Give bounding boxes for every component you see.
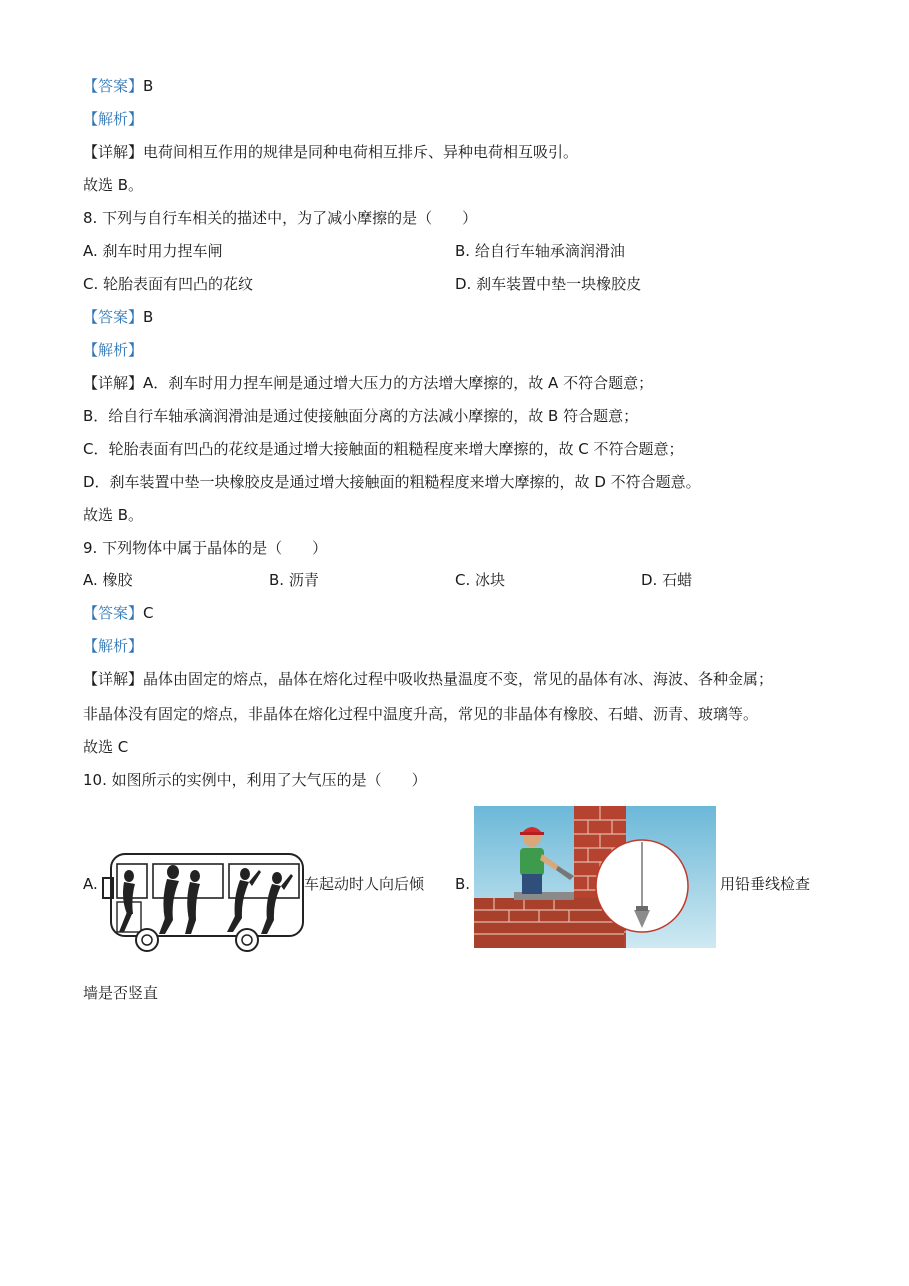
q7-conclusion: 故选 B。 <box>83 176 144 194</box>
answer-value: B <box>143 77 154 95</box>
q9-option-d: D. 石蜡 <box>641 571 693 589</box>
q8-option-d: D. 刹车装置中垫一块橡胶皮 <box>455 275 642 293</box>
q8-analysis-tag: 【解析】 <box>83 341 144 359</box>
q7-detail <box>83 142 578 162</box>
q7-answer <box>83 76 153 96</box>
q8-option-a: A. 刹车时用力捏车闸 <box>83 242 223 260</box>
q9-detail-2: 非晶体没有固定的熔点，非晶体在熔化过程中温度升高，常见的非晶体有橡胶、石蜡、沥青、玻璃等。 <box>83 705 759 723</box>
detail-text: 晶体由固定的熔点，晶体在熔化过程中吸收热量温度不变，常见的晶体有冰、海波、各种金属； <box>143 670 774 688</box>
answer-value: C <box>143 604 154 622</box>
q8-detail-4: D．刹车装置中垫一块橡胶皮是通过增大接触面的粗糙程度来增大摩擦的，故 D 不符合题意。 <box>83 473 701 491</box>
detail-text: 电荷间相互作用的规律是同种电荷相互排斥、异种电荷相互吸引。 <box>143 143 579 161</box>
answer-tag: 【答案】 <box>83 77 144 95</box>
q9-stem: 9. 下列物体中属于晶体的是（ ） <box>83 539 328 557</box>
detail-tag: 【详解】 <box>83 670 144 688</box>
plumb-line-illustration <box>474 806 716 948</box>
q8-answer <box>83 307 153 327</box>
q8-detail-3: C．轮胎表面有凹凸的花纹是通过增大接触面的粗糙程度来增大摩擦的，故 C 不符合题意； <box>83 440 684 458</box>
q10-option-b-label: B. <box>455 875 471 893</box>
q10-option-a-label: A. <box>83 875 98 893</box>
q8-option-c: C. 轮胎表面有凹凸的花纹 <box>83 275 254 293</box>
q9-detail-1 <box>83 669 773 689</box>
q10-option-a-text: 车起动时人向后倾 <box>304 875 425 893</box>
q8-option-b: B. 给自行车轴承滴润滑油 <box>455 242 625 260</box>
q9-option-b: B. 沥青 <box>269 571 319 589</box>
q9-option-a: A. 橡胶 <box>83 571 133 589</box>
answer-value: B <box>143 308 154 326</box>
q7-analysis-tag: 【解析】 <box>83 110 144 128</box>
answer-tag: 【答案】 <box>83 308 144 326</box>
detail-text: A．刹车时用力捏车闸是通过增大压力的方法增大摩擦的，故 A 不符合题意； <box>143 374 654 392</box>
q9-option-c: C. 冰块 <box>455 571 506 589</box>
q8-conclusion: 故选 B。 <box>83 506 144 524</box>
q8-detail-1 <box>83 373 653 393</box>
q10-option-b-text-cont: 墙是否竖直 <box>83 984 159 1002</box>
q10-option-b-text: 用铅垂线检查 <box>720 875 811 893</box>
q10-stem: 10. 如图所示的实例中，利用了大气压的是（ ） <box>83 771 427 789</box>
answer-tag: 【答案】 <box>83 604 144 622</box>
detail-tag: 【详解】 <box>83 143 144 161</box>
detail-tag: 【详解】 <box>83 374 144 392</box>
q9-conclusion: 故选 C <box>83 738 129 756</box>
q8-detail-2: B．给自行车轴承滴润滑油是通过使接触面分离的方法减小摩擦的，故 B 符合题意； <box>83 407 639 425</box>
q8-stem: 8. 下列与自行车相关的描述中，为了减小摩擦的是（ ） <box>83 209 478 227</box>
q9-analysis-tag: 【解析】 <box>83 637 144 655</box>
bus-illustration <box>99 848 307 954</box>
q9-answer <box>83 603 154 623</box>
